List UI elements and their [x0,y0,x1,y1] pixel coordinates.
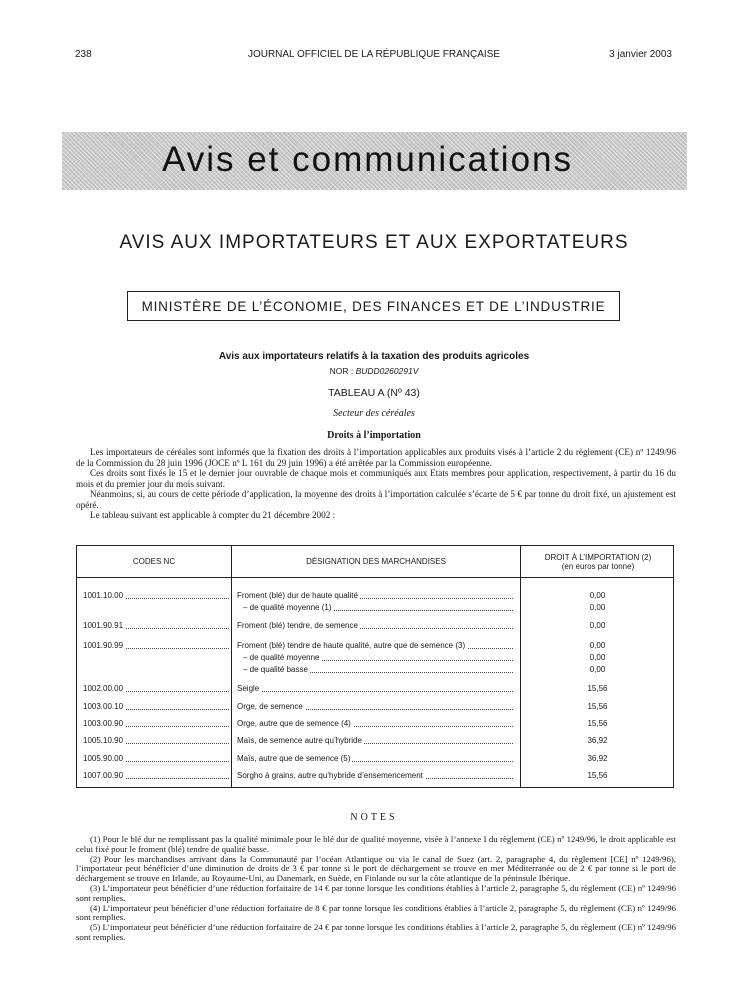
nor-label: NOR : [329,366,356,376]
header-droit-label: DROIT À L’IMPORTATION (2) [544,552,652,562]
nc-code: 1005.10.90 [83,735,231,746]
intro-paragraph: Néanmoins, si, au cours de cette période d’application, la moyenne des droits à l’importation calculée s’écarte de 5 € par tonne du droit fixé, un ajustement est opéré. [76,489,676,510]
duty-value: 0,00 [589,591,606,600]
table-row [77,590,673,601]
section-title: AVIS AUX IMPORTATEURS ET AUX EXPORTATEURS [119,232,629,253]
table-row [77,602,673,613]
nc-code: 1005.90.00 [83,753,231,764]
table-row [77,753,673,764]
intro-paragraph: Le tableau suivant est applicable à compter du 21 décembre 2002 : [90,510,336,520]
designation: Froment (blé) dur de haute qualité [237,590,515,601]
header-droit-unit: (en euros par tonne) [561,561,635,571]
header-divider [77,577,673,578]
nc-code: 1001.10.00 [83,590,231,601]
journal-title: JOURNAL OFFICIEL DE LA RÉPUBLIQUE FRANÇAISE [247,49,501,60]
duty-value: 36,92 [587,736,608,745]
duty-value: 36,92 [587,754,608,763]
designation: Orge, de semence [237,701,515,712]
table-row [77,718,673,729]
sector-subtitle: Secteur des céréales [333,408,415,419]
notice-title: Avis aux importateurs relatifs à la taxation des produits agricoles [218,351,530,362]
header-droit [521,546,675,577]
header-designation: DÉSIGNATION DES MARCHANDISES [306,557,446,566]
designation: Sorgho à grains, autre qu’hybride d’ensemencement [237,770,515,781]
duty-value: 15,56 [587,719,608,728]
banner-title: Avis et communications [162,140,574,179]
designation: Maïs, de semence autre qu’hybride [237,735,515,746]
nc-code: 1003.00.90 [83,718,231,729]
nc-code: 1007.00.90 [83,770,231,781]
notes-heading: NOTES [350,812,398,823]
nc-code: 1003.00.10 [83,701,231,712]
section-banner [62,132,687,190]
duty-value: 0,00 [589,621,606,630]
header-codes: CODES NC [132,557,176,566]
issue-date: 3 janvier 2003 [609,49,672,60]
note-item: (3) L’importateur peut bénéficier d’une réduction forfaitaire de 14 € par tonne lorsque les conditions établies à l’article 2, paragraphe 5, du règlement (CE) nº 1249/96 sont remplies. [76,882,676,903]
nc-code: 1001.90.99 [83,640,231,651]
notes-section [76,835,676,943]
duty-value: 0,00 [589,641,606,650]
nc-code: 1001.90.91 [83,620,231,631]
page-header [0,46,748,62]
intro-paragraph: Les importateurs de céréales sont informés que la fixation des droits à l’importation applicables aux produits visés à l’article 2 du règlement (CE) nº 1249/96 de la Commission du 28 juin 1996 (JOCE nº L 161 du 29 juin 1996) a été arrêtée par la Commission européenne. [76,447,676,468]
table-row [77,701,673,712]
duty-value: 0,00 [589,603,606,612]
note-item: (5) L’importateur peut bénéficier d’une réduction forfaitaire de 24 € par tonne lorsque les conditions établies à l’article 2, paragraphe 5, du règlement (CE) nº 1249/96 sont remplies. [76,922,676,942]
intro-paragraph: Ces droits sont fixés le 15 et le dernier jour ouvrable de chaque mois et communiqués aux Etats membres pour application, respectivement, à partir du 16 du mois et du premier jour du mois suivant. [76,468,676,489]
duties-table [76,545,674,788]
designation: – de qualité basse [243,664,515,675]
designation: – de qualité moyenne (1) [243,602,515,613]
nc-code: 1002.00.00 [83,683,231,694]
duty-value: 15,56 [587,684,608,693]
designation: Seigle [237,683,515,694]
designation: Froment (blé) tendre de haute qualité, autre que de semence (3) [237,640,515,651]
nor-reference [0,366,748,376]
intro-text [76,447,676,521]
table-number: TABLEAU A (Nº 43) [328,387,420,399]
duties-heading: Droits à l’importation [327,430,421,441]
duty-value: 0,00 [589,653,606,662]
table-row [77,640,673,651]
note-item: (2) Pour les marchandises arrivant dans la Communauté par l’océan Atlantique ou via le canal de Suez (art. 2, paragraphe 4, du règlement [CE] nº 1249/96), l’importateur peut bénéficier d’une diminution de droits de 3 € par tonne si le port de déchargement se trouve en mer Méditerranée ou de 2 € par tonne si le port de déchargement se trouve en Irlande, au Royaume-Uni, au Danemark, en Suède, en Finlande ou sur la côte atlantique de la péninsule Ibérique. [76,853,676,884]
table-row [77,683,673,694]
duty-value: 15,56 [587,702,608,711]
duty-value: 0,00 [589,665,606,674]
table-row [77,770,673,781]
table-row [77,620,673,631]
designation: Orge, autre que de semence (4) [237,718,515,729]
designation: Froment (blé) tendre, de semence [237,620,515,631]
table-row [77,652,673,663]
nor-code: BUDD0260291V [355,366,419,376]
note-item: (4) L’importateur peut bénéficier d’une réduction forfaitaire de 8 € par tonne lorsque les conditions établies à l’article 2, paragraphe 5, du règlement (CE) nº 1249/96 sont remplies. [76,902,676,923]
designation: Maïs, autre que de semence (5) [237,753,515,764]
table-row [77,664,673,675]
page-number: 238 [75,49,92,60]
designation: – de qualité moyenne [243,652,515,663]
table-row [77,735,673,746]
duty-value: 15,56 [587,771,608,780]
note-item: (1) Pour le blé dur ne remplissant pas la qualité minimale pour le blé dur de qualité moyenne, visée à l’annexe I du règlement (CE) nº 1249/96, le droit applicable est celui fixé pour le froment (blé) tendre de qualité basse. [76,834,676,854]
ministry-box: MINISTÈRE DE L’ÉCONOMIE, DES FINANCES ET DE L’INDUSTRIE [127,291,620,321]
